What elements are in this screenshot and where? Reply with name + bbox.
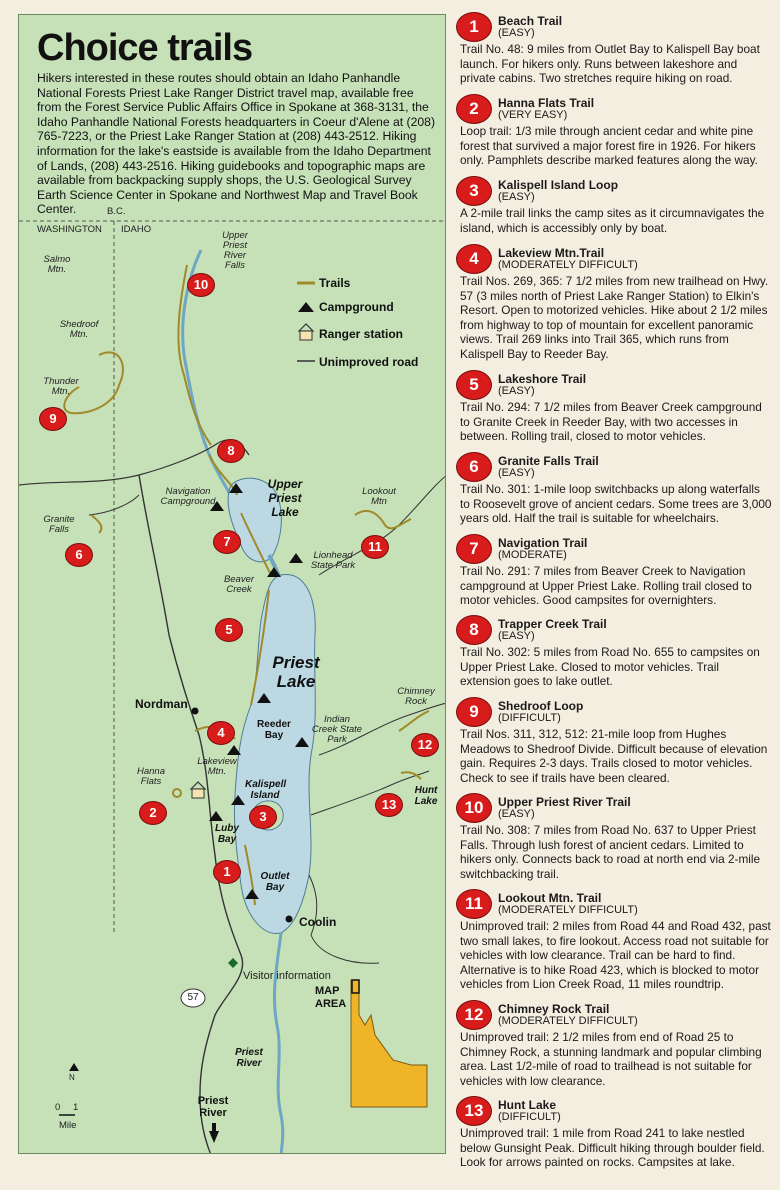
trail-difficulty-9: (DIFFICULT) [498, 712, 561, 724]
trail-difficulty-12: (MODERATELY DIFFICULT) [498, 1015, 638, 1027]
visitor-info-icon [228, 958, 238, 968]
priest-river [274, 933, 282, 1154]
trail-12-path [399, 711, 429, 731]
down-arrow-stem [212, 1123, 216, 1132]
trail-desc-9: Trail Nos. 311, 312, 512: 21-mile loop from Hughes Meadows to Shedroof Divide. Difficult because of elevation gain. Requires 2-3 days. Trails closed to motor vehicles. Check to see if trails have been cleared. [460, 727, 768, 785]
trail-difficulty-7: (MODERATE) [498, 549, 567, 561]
label-priest-river-town: Priest River [197, 1095, 229, 1119]
trail-desc-12: Unimproved trail: 2 1/2 miles from end of Road 25 to Chimney Rock, a stunning landmark and popular climbing area. Last 1/2-mile of road to trailhead is not suitable for vehicles with low clearance. [460, 1030, 762, 1088]
label-beaver-creek: Beaver Creek [223, 574, 255, 595]
label-hunt: Hunt Lake [414, 785, 438, 807]
trail-name-12: Chimney Rock Trail [498, 1002, 610, 1016]
campground-lionhead [289, 553, 303, 563]
trail-name-7: Navigation Trail [498, 536, 588, 550]
label-visitor: Visitor information [243, 970, 331, 982]
legend-campground-symbol [298, 302, 314, 312]
label-washington: WASHINGTON [37, 224, 102, 235]
trail-desc-6: Trail No. 301: 1-mile loop switchbacks up along waterfalls to Roosevelt grove of ancient cedars. Some trees are 3,000 years old. Half the trail is suitable for wheelchairs. [460, 482, 772, 526]
trail-badge-12: 12 [456, 1000, 492, 1030]
trail-name-10: Upper Priest River Trail [498, 795, 631, 809]
trail-difficulty-1: (EASY) [498, 27, 535, 39]
trail-badge-5: 5 [456, 370, 492, 400]
label-idaho: IDAHO [121, 224, 152, 235]
trail-name-4: Lakeview Mtn.Trail [498, 246, 605, 260]
trail-name-13: Hunt Lake [498, 1098, 557, 1112]
map-badge-2: 2 [139, 801, 167, 825]
trail-badge-8: 8 [456, 615, 492, 645]
trail-13-path [401, 772, 421, 779]
map-badge-8: 8 [217, 439, 245, 463]
map-badge-12: 12 [411, 733, 439, 757]
idaho-inset [351, 980, 427, 1107]
label-scale-1: 1 [73, 1102, 79, 1113]
label-lookout: Lookout Mtn [362, 486, 396, 507]
label-priest-lake: Priest Lake [272, 653, 320, 691]
trail-difficulty-4: (MODERATELY DIFFICULT) [498, 259, 638, 271]
label-shedroof: Shedroof Mtn. [59, 319, 99, 340]
map-badge-13: 13 [375, 793, 403, 817]
label-map-area: MAP AREA [315, 985, 347, 1010]
trail-badge-9: 9 [456, 697, 492, 727]
map-badge-9: 9 [39, 407, 67, 431]
label-north: N [69, 1073, 75, 1082]
trail-11-path [355, 511, 411, 529]
label-luby: Luby Bay [215, 823, 239, 845]
map-badge-10: 10 [187, 273, 215, 297]
page-title: Choice trails [37, 27, 253, 69]
legend-trails: Trails [319, 276, 351, 290]
trail-badge-1: 1 [456, 12, 492, 42]
legend-ranger: Ranger station [319, 327, 404, 341]
map-badge-4: 4 [207, 721, 235, 745]
nordman-dot [192, 708, 199, 715]
trail-desc-3: A 2-mile trail links the camp sites as it circumnavigates the island, which is accessibly only by boat. [460, 206, 765, 235]
label-salmo: Salmo Mtn. [43, 254, 71, 275]
trail-badge-4: 4 [456, 244, 492, 274]
map-badge-7: 7 [213, 530, 241, 554]
legend-ranger-symbol [299, 324, 313, 340]
trail-desc-1: Trail No. 48: 9 miles from Outlet Bay to Kalispell Bay boat launch. For hikers only. Runs between lakeshore and private cabins. Two stretches require hiking on road. [460, 42, 760, 86]
trail-desc-7: Trail No. 291: 7 miles from Beaver Creek to Navigation campground at Upper Priest Lake. Rolling trail closed to motor vehicles. Good campsites for overnighters. [460, 564, 752, 608]
label-outlet: Outlet Bay [260, 871, 290, 893]
label-hanna: Hanna Flats [137, 766, 165, 787]
label-nordman: Nordman [135, 697, 188, 711]
trail-difficulty-8: (EASY) [498, 630, 535, 642]
label-thunder: Thunder Mtn. [43, 376, 79, 397]
down-arrow-icon [209, 1131, 219, 1143]
map-badge-11: 11 [361, 535, 389, 559]
trail-difficulty-5: (EASY) [498, 385, 535, 397]
label-lakeview: Lakeview Mtn. [197, 756, 237, 777]
map-badge-6: 6 [65, 543, 93, 567]
trail-desc-5: Trail No. 294: 7 1/2 miles from Beaver Creek campground to Granite Creek in Reeder Bay, with two accesses in between. Rolling trail, closed to motor vehicles. [460, 400, 762, 444]
trail-badge-10: 10 [456, 793, 492, 823]
intro-text: Hikers interested in these routes should obtain an Idaho Panhandle National Forests Priest Lake Ranger District travel map, available free from the Forest Service Public Affairs Office in Spokane at 368-3131, the Idaho Panhandle National Forests headquarters in Coeur d'Alene at (208) 765-7223, or the Priest Lake Ranger Station at (208) 443-2512. Hiking information for the lake's eastside is available from the Idaho Department of Lands, (208) 443-2516. Hiking guidebooks and topographic maps are available from backpacking supply shops, the U.S. Geological Survey Earth Science Center in Spokane and Northwest Map and Travel Book Center. [37, 71, 435, 217]
trail-difficulty-3: (EASY) [498, 191, 535, 203]
trail-name-3: Kalispell Island Loop [498, 178, 619, 192]
map-badge-1: 1 [213, 860, 241, 884]
label-indian-creek: Indian Creek State Park [311, 714, 363, 745]
trail-difficulty-10: (EASY) [498, 808, 535, 820]
label-bc: B.C. [107, 206, 126, 217]
trail-name-11: Lookout Mtn. Trail [498, 891, 602, 905]
label-chimney: Chimney Rock [397, 686, 435, 707]
trail-desc-13: Unimproved trail: 1 mile from Road 241 to lake nestled below Gunsight Peak. Difficult hiking through boulder field. Look for arrows painted on rocks. Campsites at lake. [460, 1126, 765, 1170]
trail-desc-10: Trail No. 308: 7 miles from Road No. 637 to Upper Priest Falls. Through lush forest of ancient cedars. Limited to hikers only. Connects back to road at north end via 2-mile switchbacking trail. [460, 823, 761, 881]
trail-name-2: Hanna Flats Trail [498, 96, 595, 110]
trail-difficulty-11: (MODERATELY DIFFICULT) [498, 904, 638, 916]
trail-name-5: Lakeshore Trail [498, 372, 587, 386]
label-upper-falls: Upper Priest River Falls [222, 230, 248, 271]
trail-difficulty-13: (DIFFICULT) [498, 1111, 561, 1123]
map-badge-3: 3 [249, 805, 277, 829]
trail-map [18, 14, 446, 1154]
label-reeder: Reeder Bay [257, 719, 291, 741]
label-hwy-57: 57 [187, 992, 199, 1003]
map-badge-5: 5 [215, 618, 243, 642]
coolin-dot [286, 916, 293, 923]
label-priest-river-water: Priest River [235, 1047, 263, 1069]
label-kalispell: Kalispell Island [245, 779, 287, 801]
label-navigation: Navigation Campground [160, 486, 216, 507]
trail-difficulty-2: (VERY EASY) [498, 109, 568, 121]
trail-desc-2: Loop trail: 1/3 mile through ancient cedar and white pine forest that survived a major forest fire in 1926. For hikers only. Pamphlets describe marked features along the way. [460, 124, 758, 168]
trail-badge-13: 13 [456, 1096, 492, 1126]
label-mile: Mile [59, 1120, 77, 1131]
trail-name-8: Trapper Creek Trail [498, 617, 607, 631]
trail-badge-11: 11 [456, 889, 492, 919]
trail-name-9: Shedroof Loop [498, 699, 584, 713]
trail-desc-11: Unimproved trail: 2 miles from Road 44 and Road 432, past two small lakes, to fire lookout. Access road not suitable for vehicles with low clearance. Trail can be hard to find. Alternative is to hike Road 423, which is blocked to motor vehicles from Lion Creek Road, 11 miles roundtrip. [460, 919, 771, 992]
trail-name-1: Beach Trail [498, 14, 563, 28]
label-granite-falls: Granite Falls [43, 514, 75, 535]
label-upper-priest-lake: Upper Priest Lake [267, 477, 303, 519]
label-lionhead: Lionhead State Park [310, 550, 356, 571]
trail-name-6: Granite Falls Trail [498, 454, 599, 468]
trail-desc-4: Trail Nos. 269, 365: 7 1/2 miles from new trailhead on Hwy. 57 (3 miles north of Priest Lake Ranger Station) to Elkin's Resort. Open to motorized vehicles. Hike about 2 1/2 miles from highway to top of mountain for excellent panoramic views. Trail 269 links into Trail 365, which runs from Kalispell Bay to Reeder Bay. [460, 274, 769, 361]
trail-badge-6: 6 [456, 452, 492, 482]
ranger-station-icon [191, 782, 205, 798]
trail-desc-8: Trail No. 302: 5 miles from Road No. 655 to campsites on Upper Priest Lake. Closed to motor vehicles. Trail extension goes to lake outlet. [460, 645, 760, 689]
north-arrow-icon [69, 1063, 79, 1071]
trail-badge-2: 2 [456, 94, 492, 124]
trail-6-path [91, 515, 101, 533]
road-north [19, 440, 249, 485]
trail-2-path [173, 789, 181, 797]
legend-campground: Campground [319, 300, 394, 314]
label-coolin: Coolin [299, 915, 337, 929]
trail-badge-3: 3 [456, 176, 492, 206]
legend-road: Unimproved road [319, 355, 419, 369]
trail-badge-7: 7 [456, 534, 492, 564]
label-scale-0: 0 [55, 1102, 61, 1113]
trail-difficulty-6: (EASY) [498, 467, 535, 479]
